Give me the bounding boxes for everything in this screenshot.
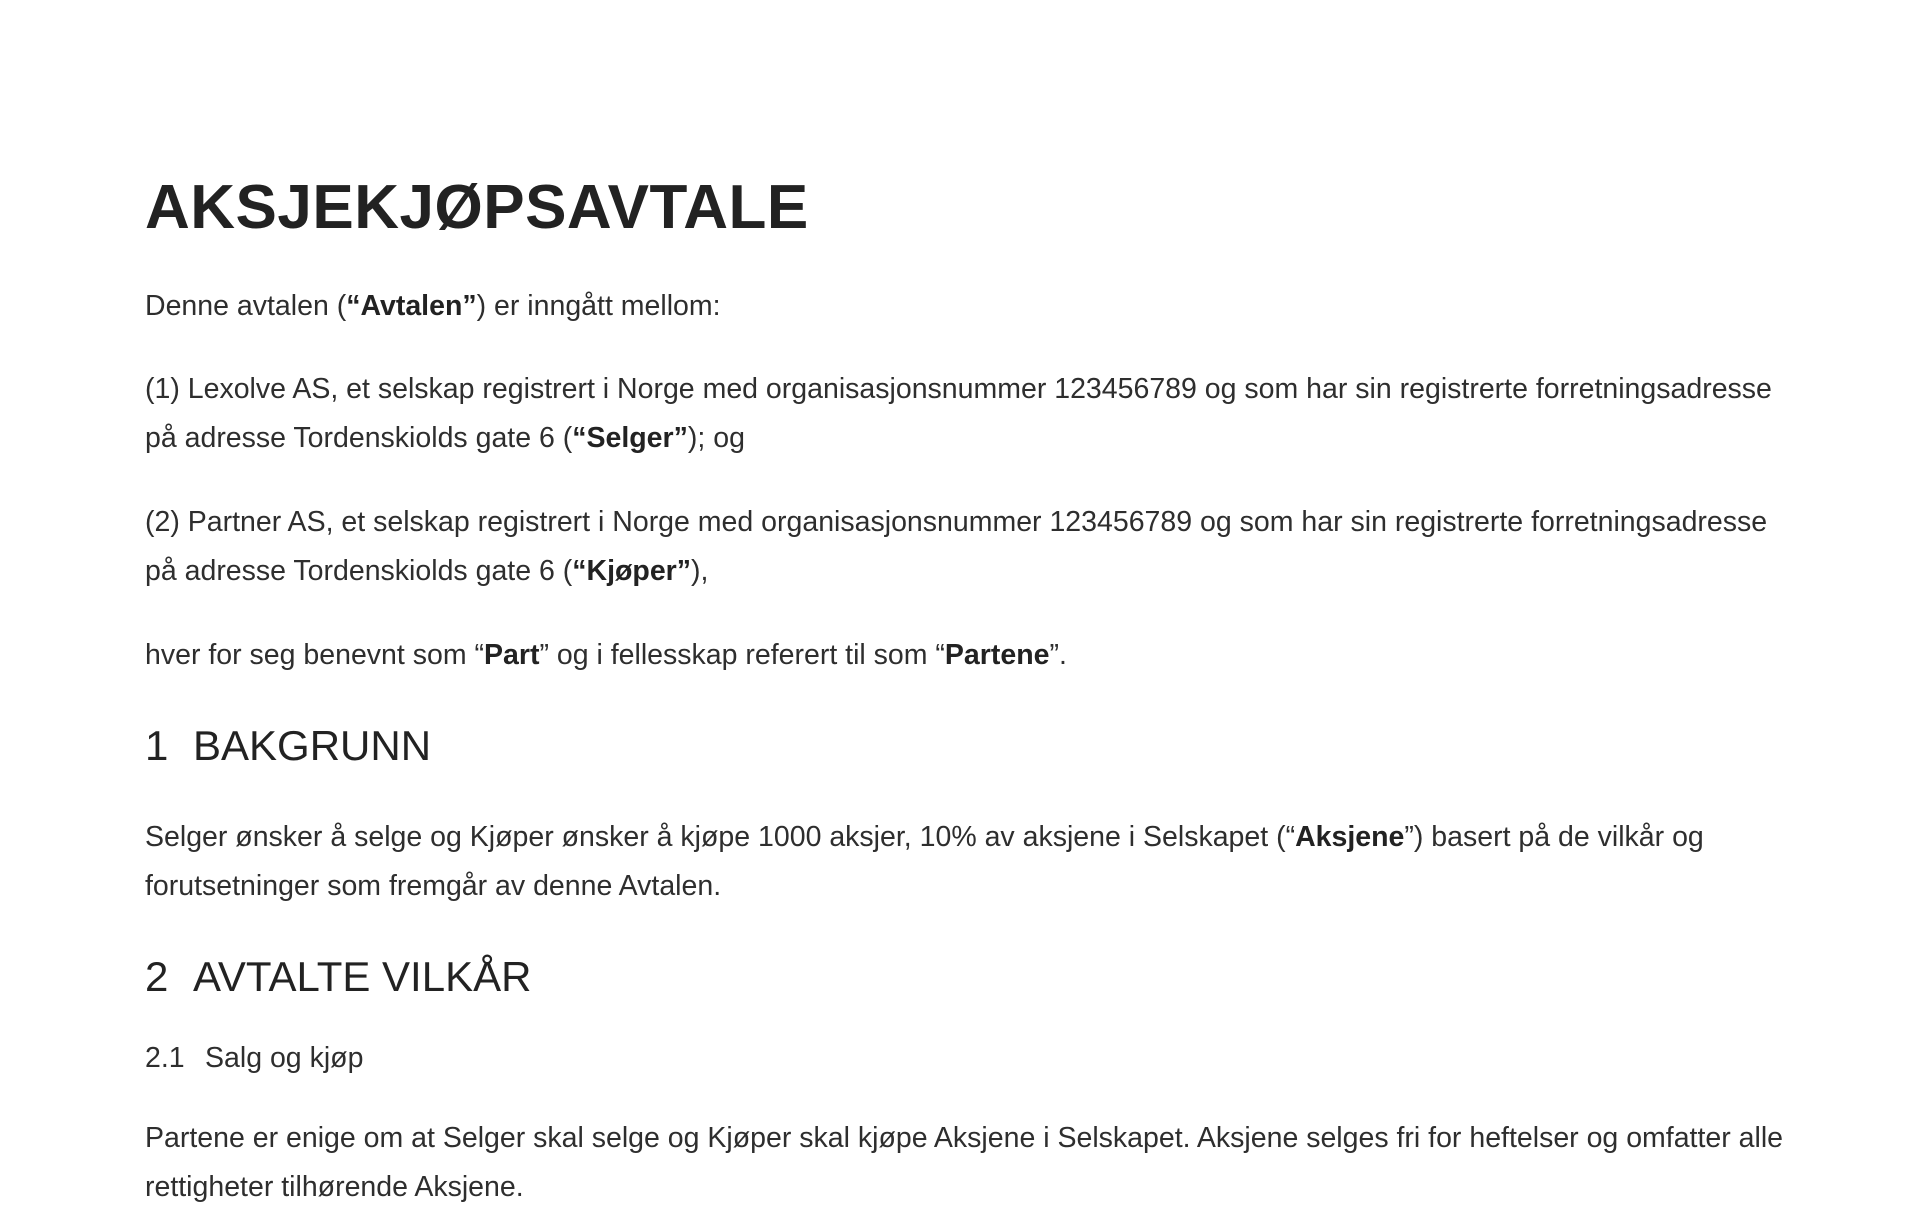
section-1-title: BAKGRUNN bbox=[193, 722, 432, 769]
section-2-heading bbox=[145, 952, 531, 1002]
party-1-paragraph bbox=[145, 365, 1795, 463]
party-1-term: “Selger” bbox=[572, 422, 688, 454]
party-2-paragraph bbox=[145, 498, 1795, 596]
intro-text-before: Denne avtalen ( bbox=[145, 290, 347, 322]
section-1-body-after: ”) basert på de vilkår og forutsetninger som fremgår av denne Avtalen. bbox=[145, 821, 1704, 902]
definition-term-partene: Partene bbox=[944, 639, 1050, 671]
section-1-body-before: Selger ønsker å selge og Kjøper ønsker å kjøpe 1000 aksjer, 10% av aksjene i Selskapet (“ bbox=[145, 821, 1296, 853]
party-1-text-after: ); og bbox=[687, 422, 745, 454]
intro-paragraph bbox=[145, 282, 1795, 331]
document-title: AKSJEKJØPSAVTALE bbox=[145, 173, 809, 242]
definition-text-middle: ” og i fellesskap referert til som “ bbox=[539, 639, 945, 671]
intro-term: “Avtalen” bbox=[346, 290, 477, 322]
party-2-text-after: ), bbox=[691, 555, 709, 587]
party-1-text: (1) Lexolve AS, et selskap registrert i Norge med organisasjonsnummer 123456789 og som har sin registrerte forretningsadresse på adresse Tordenskiolds gate 6 ( bbox=[145, 373, 1772, 454]
section-1-body bbox=[145, 813, 1795, 911]
party-2-text: (2) Partner AS, et selskap registrert i Norge med organisasjonsnummer 123456789 og som har sin registrerte forretningsadresse på adresse Tordenskiolds gate 6 ( bbox=[145, 506, 1768, 587]
definition-text-after: ”. bbox=[1049, 639, 1067, 671]
subsection-2-1-heading bbox=[145, 1038, 363, 1078]
subsection-2-1-number: 2.1 bbox=[145, 1042, 185, 1074]
definition-text-before: hver for seg benevnt som “ bbox=[145, 639, 484, 671]
subsection-2-1-body: Partene er enige om at Selger skal selge og Kjøper skal kjøpe Aksjene i Selskapet. Aksjene selges fri for heftelser og omfatter alle rettigheter tilhørende Aksjene. bbox=[145, 1122, 1784, 1203]
section-1-heading bbox=[145, 721, 431, 771]
intro-text-after: ) er inngått mellom: bbox=[476, 290, 721, 322]
party-2-term: “Kjøper” bbox=[572, 555, 692, 587]
definition-term-part: Part bbox=[484, 639, 540, 671]
section-2-title: AVTALTE VILKÅR bbox=[193, 953, 532, 1000]
definition-paragraph bbox=[145, 631, 1795, 680]
section-1-number: 1 bbox=[145, 722, 169, 769]
section-2-number: 2 bbox=[145, 953, 169, 1000]
subsection-2-1-title: Salg og kjøp bbox=[205, 1042, 364, 1074]
section-1-body-term: Aksjene bbox=[1295, 821, 1405, 853]
